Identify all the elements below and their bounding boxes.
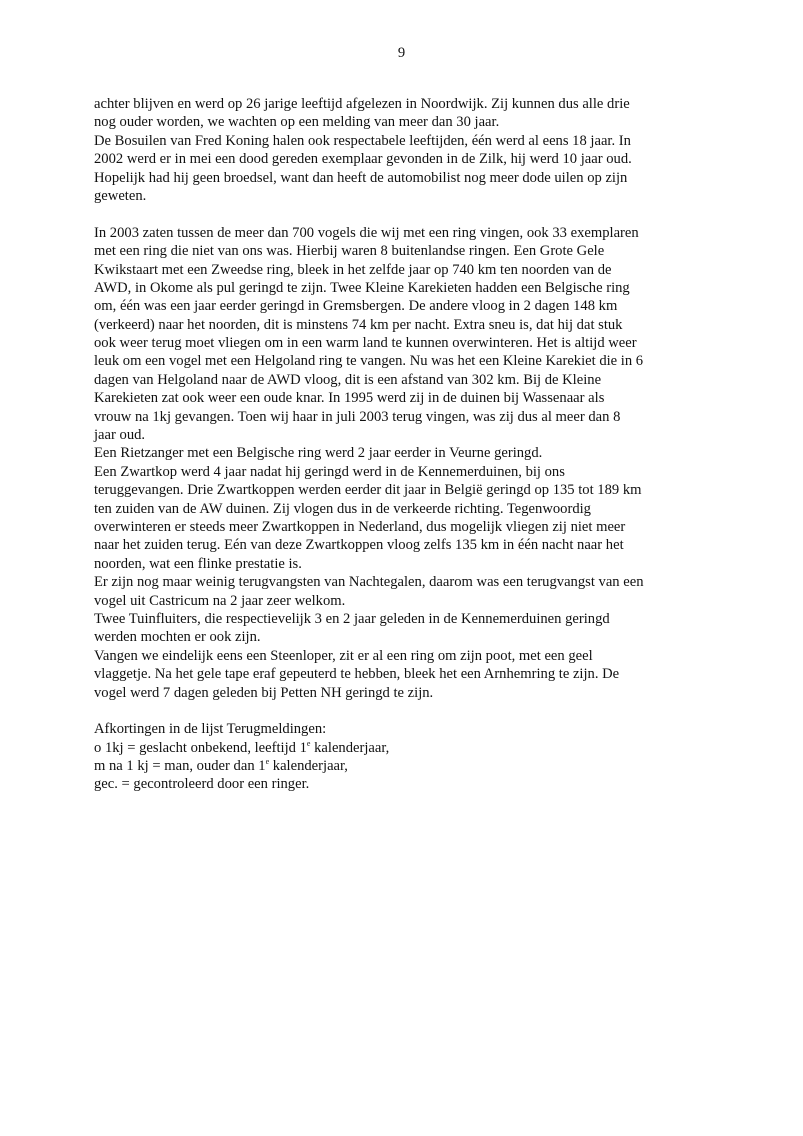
text-line: Hopelijk had hij geen broedsel, want dan heeft de automobilist nog meer dode uilen op zijn bbox=[94, 169, 628, 186]
abbreviation-item: m na 1 kj = man, ouder dan 1e kalenderjaar, bbox=[94, 757, 348, 775]
text-line: vogel uit Castricum na 2 jaar zeer welkom. bbox=[94, 592, 346, 609]
text-line: (verkeerd) naar het noorden, dit is minstens 74 km per nacht. Extra sneu is, dat hij dat stuk bbox=[94, 316, 623, 333]
text-line: om, één was een jaar eerder geringd in Gremsbergen. De andere vloog in 2 dagen 148 km bbox=[94, 298, 618, 315]
text-line: AWD, in Okome als pul geringd te zijn. Twee Kleine Karekieten hadden een Belgische ring bbox=[94, 279, 630, 296]
text-line: Kwikstaart met een Zweedse ring, bleek in het zelfde jaar op 740 km ten noorden van de bbox=[94, 261, 612, 278]
text-line: dagen van Helgoland naar de AWD vloog, dit is een afstand van 302 km. Bij de Kleine bbox=[94, 371, 602, 388]
paragraph-gap bbox=[94, 702, 734, 720]
text-line: Een Rietzanger met een Belgische ring werd 2 jaar eerder in Veurne geringd. bbox=[94, 445, 543, 462]
body-text bbox=[94, 95, 734, 794]
text-line: ten zuiden van de AW duinen. Zij vlogen dus in de verkeerde richting. Tegenwoordig bbox=[94, 500, 591, 517]
text-line: De Bosuilen van Fred Koning halen ook respectabele leeftijden, één werd al eens 18 jaar. In bbox=[94, 132, 631, 149]
text-line: nog ouder worden, we wachten op een melding van meer dan 30 jaar. bbox=[94, 114, 500, 131]
text-line: In 2003 zaten tussen de meer dan 700 vogels die wij met een ring vingen, ook 33 exemplaren bbox=[94, 224, 639, 241]
page-number: 9 bbox=[397, 45, 406, 61]
text-line: vlaggetje. Na het gele tape eraf gepeuterd te hebben, bleek het een Arnhemring te zijn. De bbox=[94, 666, 620, 683]
text-line: overwinteren er steeds meer Zwartkoppen in Nederland, dus mogelijk vliegen zij niet meer bbox=[94, 518, 626, 535]
text-line: met een ring die niet van ons was. Hierbij waren 8 buitenlandse ringen. Een Grote Gele bbox=[94, 243, 605, 260]
text-line: werden mochten er ook zijn. bbox=[94, 629, 261, 646]
paragraph-gap bbox=[94, 205, 734, 223]
abbreviations-list bbox=[94, 720, 734, 794]
text-line: vogel werd 7 dagen geleden bij Petten NH geringd te zijn. bbox=[94, 684, 434, 701]
text-line: noorden, wat een flinke prestatie is. bbox=[94, 555, 302, 572]
text-line: teruggevangen. Drie Zwartkoppen werden eerder dit jaar in België geringd op 135 tot 189 km bbox=[94, 482, 642, 499]
text-line: achter blijven en werd op 26 jarige leeftijd afgelezen in Noordwijk. Zij kunnen dus alle drie bbox=[94, 96, 630, 112]
abbreviations-heading: Afkortingen in de lijst Terugmeldingen: bbox=[94, 721, 327, 738]
paragraph-2 bbox=[94, 224, 734, 702]
text-line: Vangen we eindelijk eens een Steenloper, zit er al een ring om zijn poot, met een geel bbox=[94, 647, 593, 664]
text-line: Karekieten zat ook weer een oude knar. In 1995 werd zij in de duinen bij Wassenaar als bbox=[94, 390, 605, 407]
text-line: geweten. bbox=[94, 187, 147, 204]
text-line: Twee Tuinfluiters, die respectievelijk 3 en 2 jaar geleden in de Kennemerduinen geringd bbox=[94, 610, 610, 627]
text-line: vrouw na 1kj gevangen. Toen wij haar in juli 2003 terug vingen, was zij dus al meer dan 8 bbox=[94, 408, 621, 425]
text-line: Een Zwartkop werd 4 jaar nadat hij geringd werd in de Kennemerduinen, bij ons bbox=[94, 463, 565, 480]
text-line: jaar oud. bbox=[94, 427, 146, 444]
abbreviation-item: o 1kj = geslacht onbekend, leeftijd 1e kalenderjaar, bbox=[94, 738, 390, 756]
text-line: ook weer terug moet vliegen om in een warm land te kunnen overwinteren. Het is altijd weer bbox=[94, 335, 637, 352]
text-line: Er zijn nog maar weinig terugvangsten van Nachtegalen, daarom was een terugvangst van een bbox=[94, 574, 644, 591]
text-line: naar het zuiden terug. Eén van deze Zwartkoppen vloog zelfs 135 km in één nacht naar het bbox=[94, 537, 624, 554]
abbreviation-item: gec. = gecontroleerd door een ringer. bbox=[94, 776, 310, 793]
text-line: 2002 werd er in mei een dood gereden exemplaar gevonden in de Zilk, hij werd 10 jaar oud. bbox=[94, 151, 632, 168]
text-line: leuk om een vogel met een Helgoland ring te vangen. Nu was het een Kleine Karekiet die in 6 bbox=[94, 353, 644, 370]
paragraph-1 bbox=[94, 95, 734, 205]
